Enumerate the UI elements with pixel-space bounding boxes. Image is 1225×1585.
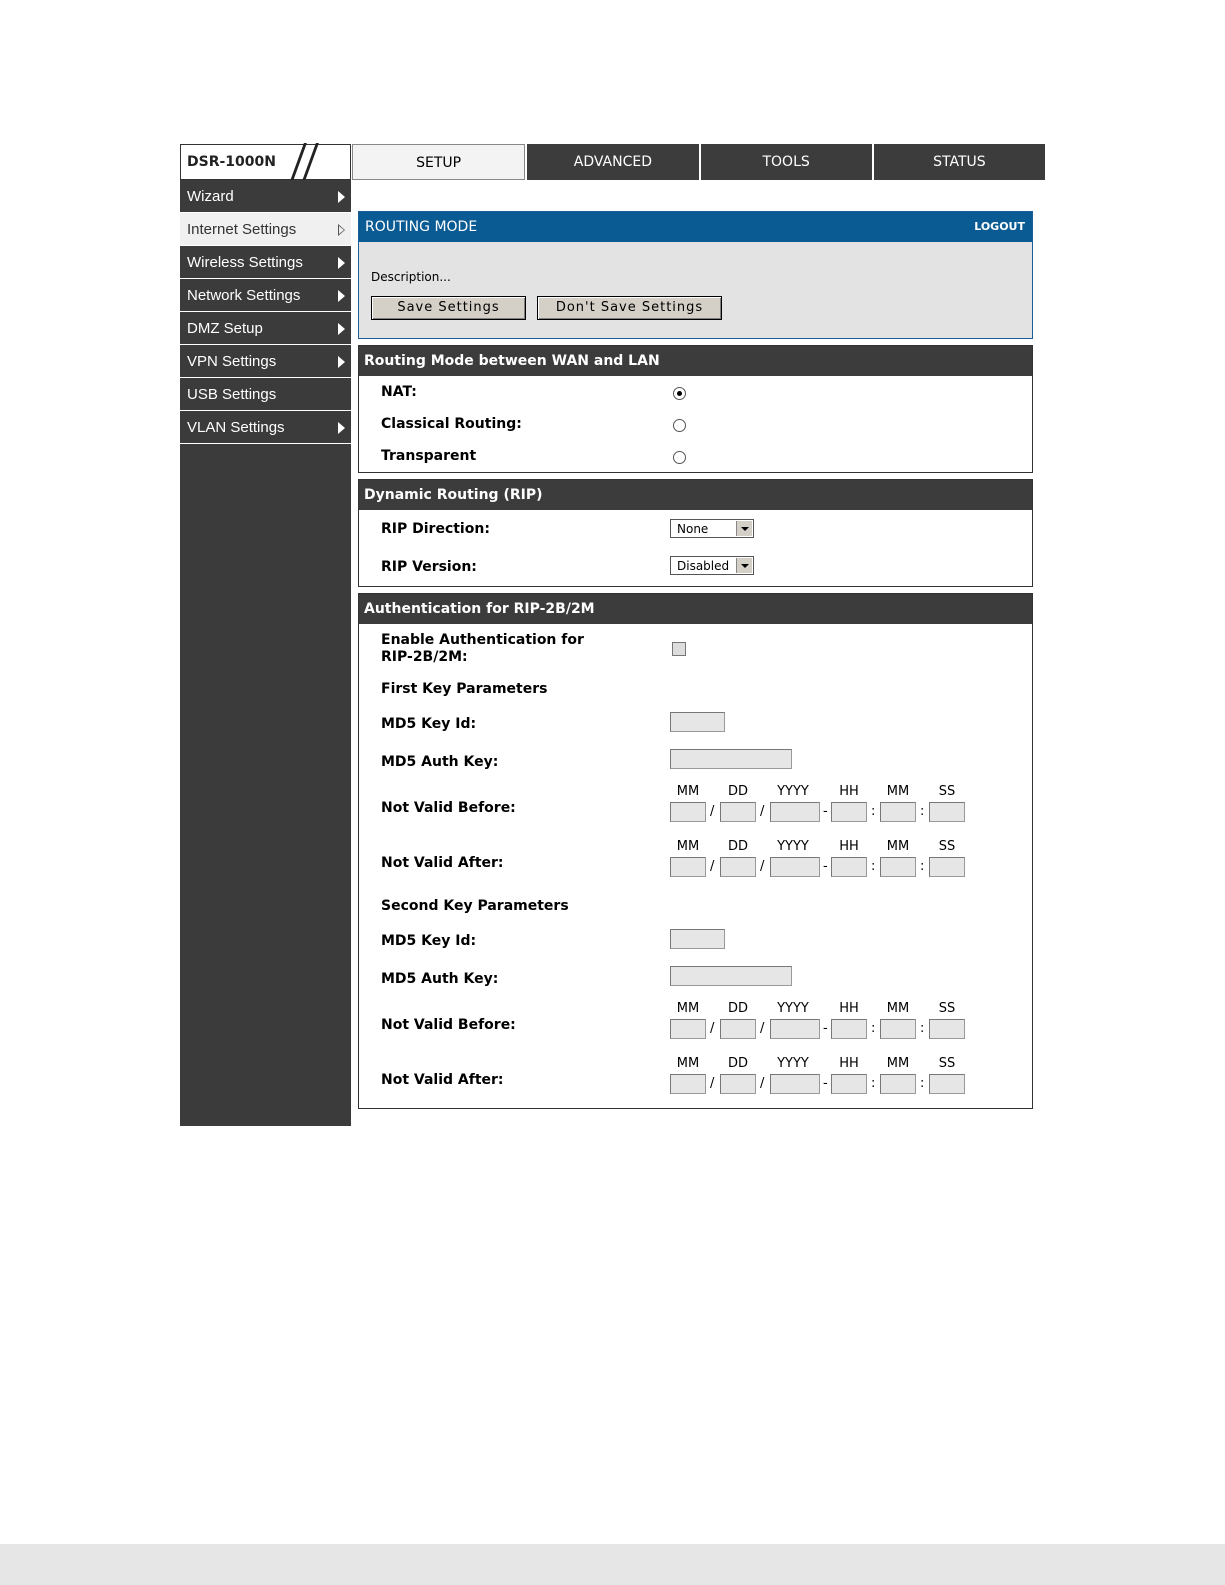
date-label-hh: HH — [839, 839, 859, 854]
month-input[interactable] — [670, 857, 706, 877]
tab-tools[interactable]: TOOLS — [699, 144, 872, 180]
top-nav-tabs — [352, 144, 1045, 180]
second-input[interactable] — [929, 1019, 965, 1039]
sidebar-item-label: USB Settings — [187, 386, 277, 403]
date-label-yyyy: YYYY — [777, 1056, 809, 1071]
day-input[interactable] — [720, 857, 756, 877]
time-separator: : — [920, 804, 925, 819]
sidebar — [180, 180, 351, 1126]
date-separator: / — [760, 1076, 765, 1091]
rip-version-select[interactable] — [670, 556, 754, 575]
chevron-right-icon — [338, 422, 345, 434]
time-separator: : — [871, 1076, 876, 1091]
sidebar-item-network-settings[interactable] — [180, 279, 351, 312]
dynamic-routing-section — [358, 479, 1033, 587]
month-input[interactable] — [670, 802, 706, 822]
date-label-hh: HH — [839, 1056, 859, 1071]
enable-authentication-label-line2: RIP-2B/2M: — [381, 649, 468, 665]
second-input[interactable] — [929, 857, 965, 877]
first-md5-key-id-label: MD5 Key Id: — [381, 716, 477, 732]
date-separator: / — [760, 804, 765, 819]
time-separator: : — [920, 859, 925, 874]
hour-input[interactable] — [831, 1019, 867, 1039]
month-input[interactable] — [670, 1074, 706, 1094]
date-label-min: MM — [886, 784, 910, 799]
date-separator: / — [760, 1021, 765, 1036]
hour-input[interactable] — [831, 1074, 867, 1094]
date-label-ss: SS — [938, 784, 956, 799]
rip-direction-label: RIP Direction: — [381, 521, 490, 537]
hour-input[interactable] — [831, 802, 867, 822]
chevron-down-icon — [736, 521, 752, 536]
sidebar-item-label: Internet Settings — [187, 221, 297, 238]
rip-authentication-section — [358, 593, 1033, 1109]
time-dash: - — [823, 1076, 828, 1091]
first-md5-auth-key-label: MD5 Auth Key: — [381, 754, 499, 770]
date-label-min: MM — [886, 1001, 910, 1016]
sidebar-item-label: Wireless Settings — [187, 254, 303, 271]
page-title-bar — [359, 212, 1032, 242]
second-md5-key-id-input[interactable] — [670, 929, 725, 949]
date-label-mm: MM — [676, 1001, 700, 1016]
day-input[interactable] — [720, 1074, 756, 1094]
month-input[interactable] — [670, 1019, 706, 1039]
date-label-yyyy: YYYY — [777, 839, 809, 854]
second-md5-auth-key-label: MD5 Auth Key: — [381, 971, 499, 987]
section-title: Authentication for RIP-2B/2M — [359, 594, 1032, 624]
second-not-valid-before-date — [359, 1001, 1032, 1041]
date-label-dd: DD — [727, 1056, 749, 1071]
date-label-min: MM — [886, 839, 910, 854]
chevron-right-outline-icon — [338, 224, 345, 236]
sidebar-item-label: VPN Settings — [187, 353, 277, 370]
logo-text: DSR-1000N — [187, 154, 276, 170]
date-label-hh: HH — [839, 784, 859, 799]
date-separator: / — [710, 1076, 715, 1091]
date-label-min: MM — [886, 1056, 910, 1071]
second-input[interactable] — [929, 802, 965, 822]
sidebar-item-label: Network Settings — [187, 287, 301, 304]
first-not-valid-before-date — [359, 784, 1032, 824]
time-dash: - — [823, 859, 828, 874]
date-separator: / — [710, 804, 715, 819]
chevron-right-icon — [338, 323, 345, 335]
second-input[interactable] — [929, 1074, 965, 1094]
dynamic-routing-fields — [359, 510, 1032, 586]
second-key-heading: Second Key Parameters — [381, 898, 569, 914]
chevron-right-icon — [338, 290, 345, 302]
second-md5-key-id-label: MD5 Key Id: — [381, 933, 477, 949]
date-separator: / — [760, 859, 765, 874]
chevron-right-icon — [338, 191, 345, 203]
date-separator: / — [710, 859, 715, 874]
first-key-heading: First Key Parameters — [381, 681, 548, 697]
logout-link[interactable]: LOGOUT — [974, 220, 1025, 233]
sidebar-item-internet-settings[interactable] — [180, 213, 351, 246]
date-label-ss: SS — [938, 1001, 956, 1016]
transparent-radio[interactable] — [673, 451, 686, 464]
year-input[interactable] — [770, 857, 820, 877]
enable-authentication-label-line1: Enable Authentication for — [381, 632, 584, 648]
routing-mode-options — [359, 376, 1032, 472]
tab-status[interactable]: STATUS — [872, 144, 1045, 180]
section-title: Dynamic Routing (RIP) — [359, 480, 1032, 510]
routing-mode-panel — [358, 211, 1033, 339]
tab-advanced[interactable]: ADVANCED — [525, 144, 698, 180]
nat-label: NAT: — [381, 384, 417, 400]
year-input[interactable] — [770, 1019, 820, 1039]
time-separator: : — [920, 1076, 925, 1091]
rip-authentication-fields — [359, 624, 1032, 1108]
minute-input[interactable] — [880, 857, 916, 877]
chevron-right-icon — [338, 356, 345, 368]
time-dash: - — [823, 804, 828, 819]
second-not-valid-after-date — [359, 1056, 1032, 1096]
rip-direction-select[interactable] — [670, 519, 754, 538]
sidebar-item-vpn-settings[interactable] — [180, 345, 351, 378]
sidebar-item-label: DMZ Setup — [187, 320, 263, 337]
first-not-valid-after-label: Not Valid After: — [381, 855, 504, 871]
page-description: Description... — [371, 270, 451, 284]
routing-mode-section — [358, 345, 1033, 473]
date-separator: / — [710, 1021, 715, 1036]
first-not-valid-before-label: Not Valid Before: — [381, 800, 516, 816]
time-separator: : — [871, 859, 876, 874]
time-dash: - — [823, 1021, 828, 1036]
date-label-mm: MM — [676, 1056, 700, 1071]
date-label-dd: DD — [727, 1001, 749, 1016]
time-separator: : — [871, 1021, 876, 1036]
time-separator: : — [920, 1021, 925, 1036]
section-title: Routing Mode between WAN and LAN — [359, 346, 1032, 376]
sidebar-item-vlan-settings[interactable] — [180, 411, 351, 444]
second-md5-auth-key-input[interactable] — [670, 966, 792, 986]
enable-authentication-checkbox[interactable] — [672, 642, 686, 656]
date-label-ss: SS — [938, 1056, 956, 1071]
router-admin-frame — [180, 144, 1045, 1126]
page-description-area — [359, 242, 1032, 338]
transparent-label: Transparent — [381, 448, 477, 464]
sidebar-item-dmz-setup[interactable] — [180, 312, 351, 345]
sidebar-item-usb-settings[interactable] — [180, 378, 351, 411]
first-not-valid-after-date — [359, 839, 1032, 879]
second-not-valid-before-label: Not Valid Before: — [381, 1017, 516, 1033]
rip-direction-value: None — [677, 522, 709, 536]
year-input[interactable] — [770, 1074, 820, 1094]
minute-input[interactable] — [880, 1074, 916, 1094]
date-label-mm: MM — [676, 839, 700, 854]
classical-routing-label: Classical Routing: — [381, 416, 522, 432]
hour-input[interactable] — [831, 857, 867, 877]
date-label-mm: MM — [676, 784, 700, 799]
sidebar-item-wizard[interactable] — [180, 180, 351, 213]
sidebar-item-label: VLAN Settings — [187, 419, 285, 436]
minute-input[interactable] — [880, 802, 916, 822]
rip-version-label: RIP Version: — [381, 559, 477, 575]
date-label-yyyy: YYYY — [777, 1001, 809, 1016]
footer-bar — [0, 1544, 1225, 1585]
first-md5-auth-key-input[interactable] — [670, 749, 792, 769]
minute-input[interactable] — [880, 1019, 916, 1039]
day-input[interactable] — [720, 802, 756, 822]
date-label-dd: DD — [727, 784, 749, 799]
time-separator: : — [871, 804, 876, 819]
date-label-ss: SS — [938, 839, 956, 854]
year-input[interactable] — [770, 802, 820, 822]
nat-radio[interactable] — [673, 387, 686, 400]
product-logo — [180, 144, 351, 180]
date-label-yyyy: YYYY — [777, 784, 809, 799]
save-settings-button[interactable]: Save Settings — [371, 296, 526, 320]
tab-setup[interactable]: SETUP — [352, 144, 525, 180]
first-md5-key-id-input[interactable] — [670, 712, 725, 732]
sidebar-item-label: Wizard — [187, 188, 234, 205]
logo-slash-icon — [289, 143, 333, 181]
second-not-valid-after-label: Not Valid After: — [381, 1072, 504, 1088]
main-content — [358, 211, 1033, 1109]
date-label-hh: HH — [839, 1001, 859, 1016]
date-label-dd: DD — [727, 839, 749, 854]
page-title: ROUTING MODE — [365, 219, 478, 235]
rip-version-value: Disabled — [677, 559, 730, 573]
chevron-down-icon — [736, 558, 752, 573]
dont-save-settings-button[interactable]: Don't Save Settings — [537, 296, 722, 320]
sidebar-item-wireless-settings[interactable] — [180, 246, 351, 279]
chevron-right-icon — [338, 257, 345, 269]
classical-routing-radio[interactable] — [673, 419, 686, 432]
day-input[interactable] — [720, 1019, 756, 1039]
